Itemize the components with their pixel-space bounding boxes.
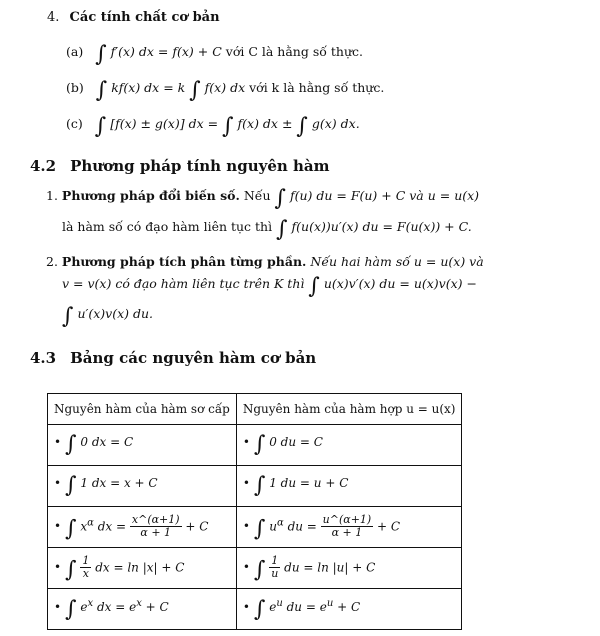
- table-row: [48, 589, 462, 630]
- formula: 1 dx = x + C: [80, 476, 158, 490]
- integral-icon: ∫: [65, 557, 77, 583]
- integral-icon: ∫: [65, 432, 77, 457]
- method1-line1: [46, 188, 479, 210]
- property-b-label: (b): [66, 80, 84, 95]
- section42-number: 4.2: [30, 157, 57, 175]
- fraction-denominator: α + 1: [331, 526, 363, 540]
- method1-title: Phương pháp đổi biến số.: [61, 188, 240, 203]
- integral-icon: ∫: [253, 473, 266, 498]
- integral-icon: ∫: [95, 78, 108, 103]
- method1-line1-formula: f(u) du = F(u) + C và u = u(x): [289, 188, 480, 203]
- table-cell: [236, 425, 462, 466]
- method1-line2-formula: f(u(x))u′(x) du = F(u(x)) + C.: [291, 219, 472, 234]
- property-c: [66, 116, 360, 138]
- fraction: [130, 514, 182, 540]
- fraction-numerator: 1: [269, 555, 280, 569]
- method1-line2-pre: là hàm số có đạo hàm liên tục thì: [62, 219, 273, 234]
- formula-post: + C: [185, 519, 209, 534]
- table-cell: [236, 548, 462, 589]
- integral-icon: ∫: [274, 186, 286, 211]
- section43-number: 4.3: [30, 349, 57, 367]
- bullet-icon: •: [54, 519, 62, 534]
- property-c-formula-left: [f(x) ± g(x)] dx =: [110, 116, 219, 131]
- bullet-icon: •: [242, 476, 250, 490]
- fraction: [269, 555, 280, 581]
- method2-line3-formula: u′(x)v(x) du.: [77, 306, 154, 321]
- fraction: [80, 555, 91, 581]
- fraction-numerator: u^(α+1): [322, 512, 372, 526]
- fraction-denominator: x: [82, 567, 89, 581]
- table-header-cell: Nguyên hàm của hàm sơ cấp: [48, 394, 237, 425]
- property-c-label: (c): [66, 116, 83, 131]
- section4-number: 4.: [47, 10, 60, 25]
- method1-line1-pre: Nếu: [243, 188, 271, 203]
- bullet-icon: •: [54, 435, 62, 449]
- bullet-icon: •: [242, 519, 250, 534]
- formula-mid: du =: [287, 519, 317, 534]
- table-cell: [48, 589, 237, 630]
- property-a-formula: f′(x) dx = f(x) + C: [110, 44, 222, 59]
- formula-base: x: [80, 519, 88, 534]
- formula: 1 du = u + C: [269, 476, 349, 490]
- formula-exponent: x: [87, 597, 94, 609]
- formula: 0 dx = C: [80, 435, 134, 449]
- formula-base: u: [269, 519, 277, 534]
- formula-post: dx = ln |x| + C: [95, 560, 185, 575]
- property-b-formula-left: kf(x) dx = k: [111, 80, 186, 95]
- property-b-text: với k là hằng số thực.: [249, 80, 385, 95]
- section4-title: Các tính chất cơ bản: [69, 10, 220, 25]
- integral-icon: ∫: [296, 114, 308, 139]
- bullet-icon: •: [54, 476, 62, 490]
- section42-title: Phương pháp tính nguyên hàm: [70, 157, 330, 175]
- bullet-icon: •: [54, 599, 62, 614]
- method2-title: Phương pháp tích phân từng phần.: [61, 254, 307, 269]
- antiderivative-table: [47, 393, 462, 630]
- integral-icon: ∫: [65, 473, 77, 498]
- table-cell: [236, 466, 462, 507]
- formula-tail: + C: [145, 599, 169, 614]
- formula-mid: dx =: [97, 519, 127, 534]
- formula-base: e: [80, 599, 88, 614]
- integral-icon: ∫: [253, 432, 266, 457]
- method2-line2-formula: u(x)v′(x) du = u(x)v(x) −: [323, 276, 477, 291]
- method2-line3: [62, 306, 153, 328]
- formula-post: du = e: [286, 599, 327, 614]
- fraction-numerator: 1: [82, 553, 90, 567]
- formula-exponent: α: [87, 517, 94, 529]
- fraction-denominator: α + 1: [140, 526, 172, 540]
- property-a-label: (a): [66, 44, 84, 59]
- table-row: [48, 425, 462, 466]
- method2-line1: [46, 254, 484, 269]
- bullet-icon: •: [242, 560, 250, 575]
- method2-line2-text: v = v(x) có đạo hàm liên tục trên K thì: [62, 276, 305, 291]
- integral-icon: ∫: [222, 114, 234, 139]
- section4-heading: [47, 10, 220, 25]
- property-a-text: với C là hằng số thực.: [225, 44, 363, 59]
- formula-post: + C: [377, 519, 401, 534]
- section42-heading: [30, 157, 330, 175]
- integral-icon: ∫: [95, 42, 107, 67]
- table-row: [48, 507, 462, 548]
- table-cell: [236, 589, 462, 630]
- table-row: [48, 548, 462, 589]
- fraction: [321, 514, 374, 540]
- property-b-formula-right: f(x) dx: [204, 80, 246, 95]
- bullet-icon: •: [242, 599, 250, 614]
- table-header-row: [48, 394, 462, 425]
- formula-exponent: x: [136, 597, 142, 609]
- section43-heading: [30, 349, 316, 367]
- formula-post: du = ln |u| + C: [284, 560, 376, 575]
- method1-line2: [62, 219, 472, 241]
- formula: 0 du = C: [269, 435, 323, 449]
- bullet-icon: •: [242, 435, 250, 449]
- fraction-numerator: x^(α+1): [131, 512, 180, 526]
- method1-number: 1.: [46, 188, 58, 203]
- table-cell: [48, 548, 237, 589]
- formula-tail: + C: [337, 599, 361, 614]
- method2-number: 2.: [46, 254, 58, 269]
- table-cell: [48, 507, 237, 548]
- section43-title: Bảng các nguyên hàm cơ bản: [70, 349, 317, 367]
- integral-icon: ∫: [94, 114, 107, 139]
- table-cell: [48, 425, 237, 466]
- integral-icon: ∫: [65, 596, 77, 622]
- formula-exponent: α: [276, 517, 284, 529]
- integral-icon: ∫: [189, 78, 201, 103]
- integral-icon: ∫: [253, 596, 266, 622]
- integral-icon: ∫: [253, 557, 266, 583]
- table-cell: [48, 466, 237, 507]
- property-c-formula-right: g(x) dx.: [311, 116, 360, 131]
- formula-exponent: u: [326, 597, 334, 609]
- property-b: [66, 80, 384, 102]
- formula-post: dx = e: [96, 599, 137, 614]
- integral-icon: ∫: [276, 217, 288, 242]
- table-cell: [236, 507, 462, 548]
- table-header-cell: Nguyên hàm của hàm hợp u = u(x): [236, 394, 462, 425]
- property-c-formula-mid: f(x) dx ±: [237, 116, 293, 131]
- bullet-icon: •: [54, 560, 62, 575]
- integral-icon: ∫: [308, 274, 320, 299]
- integral-icon: ∫: [62, 304, 74, 329]
- integral-icon: ∫: [253, 516, 266, 542]
- fraction-denominator: u: [271, 567, 279, 581]
- table-row: [48, 466, 462, 507]
- formula-base: e: [269, 599, 277, 614]
- integral-icon: ∫: [65, 516, 77, 542]
- property-a: [66, 44, 363, 66]
- formula-exponent: u: [276, 597, 283, 609]
- method2-line1-text: Nếu hai hàm số u = u(x) và: [310, 254, 484, 269]
- method2-line2: [62, 276, 477, 298]
